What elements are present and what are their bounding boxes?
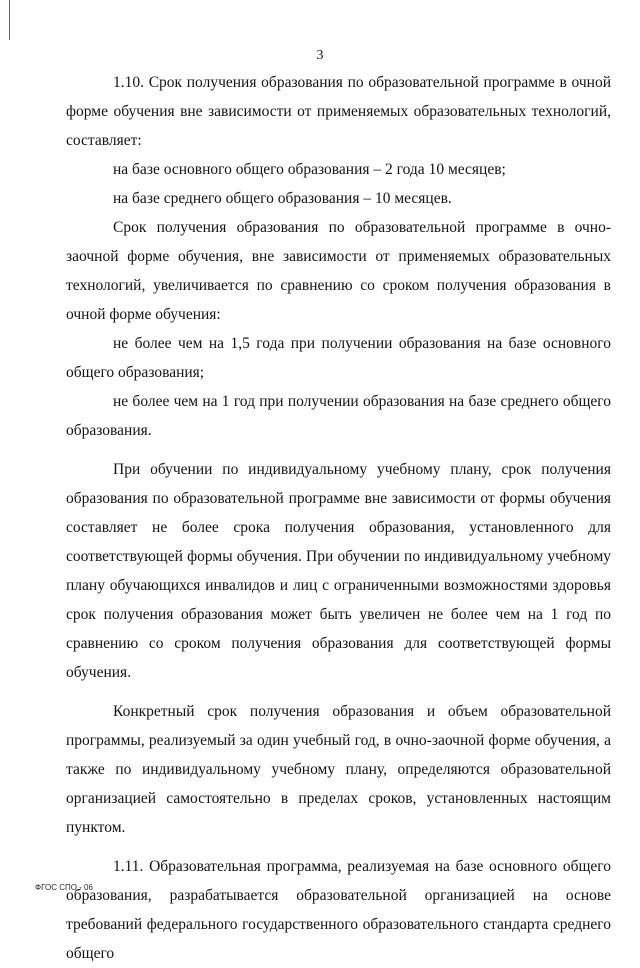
paragraph-basic-general-term: на базе основного общего образования – 2 года 10 месяцев; [113,161,506,178]
paragraph-specific-term: Конкретный срок получения образования и объем образовательной программы, реализуемый за один учебный год, в очно-заочной форме обучения, а также по индивидуальному учебному плану, определяются образовательной организацией самостоятельно в пределах сроков, установленных настоящим пунктом. [66,703,611,836]
scan-margin-line [9,0,10,40]
paragraph-part-time-term: Срок получения образования по образовательной программе в очно-заочной форме обучения, вне зависимости от применяемых образовательных технологий, увеличивается по сравнению со сроком получения образования в очной форме обучения: [66,219,611,323]
paragraph-part-time-basic-increase: не более чем на 1,5 года при получении образования на базе основного общего образования; [66,335,611,381]
paragraph-1-11: 1.11. Образовательная программа, реализуемая на базе основного общего образования, разрабатывается образовательной организацией на основе требований федерального государственного образовательного стандарта среднего общего [66,858,611,962]
paragraph-secondary-general-term: на базе среднего общего образования – 10 месяцев. [113,190,452,207]
paragraph-part-time-secondary-increase: не более чем на 1 год при получении образования на базе среднего общего образования. [66,393,611,439]
document-body [66,68,611,968]
page-number: 3 [316,48,324,63]
footer-label: ФГОС СПО - 06 [35,883,93,892]
paragraph-1-10-intro: 1.10. Срок получения образования по образовательной программе в очной форме обучения вне зависимости от применяемых образовательных технологий, составляет: [66,74,611,149]
paragraph-individual-plan: При обучении по индивидуальному учебному плану, срок получения образования по образовательной программе вне зависимости от формы обучения составляет не более срока получения образования, установленного для соответствующей формы обучения. При обучении по индивидуальному учебному плану обучающихся инвалидов и лиц с ограниченными возможностями здоровья срок получения образования может быть увеличен не более чем на 1 год по сравнению со сроком получения образования для соответствующей формы обучения. [66,461,611,681]
